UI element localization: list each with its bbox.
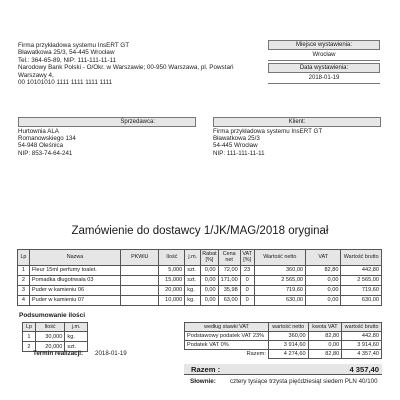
cell: Puder w kamieniu 07 (29, 296, 120, 306)
col-gross-value: wartość brutto (342, 323, 382, 332)
col-unit: j.m. (65, 323, 88, 332)
cell: kg. (185, 296, 201, 306)
cell: 20,000 (159, 286, 185, 296)
col-discount: Rabat [%] (201, 250, 218, 266)
seller-line: NIP: 853-74-64-241 (18, 149, 73, 157)
date-issued-label: Data wystawienia: (268, 63, 380, 73)
col-unit: j.m. (185, 250, 201, 266)
cell: 442,80 (341, 266, 382, 276)
cell: 2 565,00 (341, 276, 382, 286)
cell: 719,60 (341, 286, 382, 296)
table-row (23, 332, 88, 342)
cell: 15,000 (159, 276, 185, 286)
cell: 2 565,00 (254, 276, 305, 286)
cell: 0 (240, 276, 254, 286)
table-row (18, 276, 382, 286)
items-table (17, 249, 382, 306)
cell (121, 286, 159, 296)
col-net-price: Cena net (218, 250, 240, 266)
issuer-details (18, 42, 253, 86)
vat-header-row (185, 323, 382, 332)
col-vat-rate: VAT [%] (240, 250, 254, 266)
cell: szt. (65, 342, 88, 352)
cell: 0,00 (308, 341, 342, 350)
cell (121, 296, 159, 306)
col-vat: VAT (306, 250, 341, 266)
date-of-issue (268, 63, 380, 84)
col-gross-value: Wartość brutto (341, 250, 382, 266)
col-lp: Lp (23, 323, 36, 332)
seller-line: 54-948 Oleśnica (18, 142, 64, 150)
cell: 23 (240, 266, 254, 276)
cell: 360,00 (268, 332, 308, 341)
qty-summary-title: Podsumowanie ilości (19, 312, 86, 319)
client-line: Bławatkowa 25/3 (213, 135, 260, 143)
cell: 82,80 (308, 350, 342, 359)
place-of-issue (268, 40, 380, 61)
cell: 63,00 (218, 296, 240, 306)
cell: 82,80 (308, 332, 342, 341)
cell: 3 914,60 (342, 341, 382, 350)
col-lp: Lp (18, 250, 30, 266)
client-line: 54-445 Wrocław (213, 142, 258, 150)
col-pkwiu: PKWiU (121, 250, 159, 266)
cell: Pomadka długotrwała 03 (29, 276, 120, 286)
document-title: Zamówienie do dostawcy 1/JK/MAG/2018 oryginał (71, 225, 329, 237)
realization-date: 2018-01-19 (95, 350, 127, 357)
cell: 0,00 (306, 296, 341, 306)
vat-total-label: Razem: (246, 351, 266, 358)
cell: 442,80 (342, 332, 382, 341)
col-name: Nazwa (29, 250, 120, 266)
cell: 4 (18, 296, 30, 306)
cell: 0,00 (306, 276, 341, 286)
cell: 2 (23, 342, 36, 352)
vat-summary-table (184, 322, 382, 359)
cell: 3 914,60 (268, 341, 308, 350)
qty-summary-table (22, 322, 88, 352)
cell: Puder w kamieniu 06 (29, 286, 120, 296)
seller-line: Romanowskiego 134 (18, 135, 76, 143)
cell: 30,000 (35, 332, 65, 342)
col-qty: Ilość (159, 250, 185, 266)
cell: 82,80 (306, 266, 341, 276)
table-row (185, 341, 382, 350)
cell: 719,60 (254, 286, 305, 296)
cell: kg. (185, 286, 201, 296)
grand-total-value: 4 357,40 (349, 365, 379, 374)
place-value: Wrocław (268, 50, 380, 61)
cell: 0,00 (306, 286, 341, 296)
cell: 1 (18, 266, 30, 276)
cell: 360,00 (254, 266, 305, 276)
client-line: NIP: 111-111-11-11 (213, 149, 265, 157)
in-words-label: Słownie: (190, 378, 216, 385)
seller-label: Sprzedawca: (18, 117, 196, 127)
cell: 0,00 (201, 276, 218, 286)
client-line: Firma przykładowa systemu InsERT GT (213, 128, 323, 135)
table-row (18, 266, 382, 276)
cell: 0,00 (201, 296, 218, 306)
date-issued-value: 2018-01-19 (268, 73, 380, 84)
issuer-line: 00 10101010 1111 1111 1111 1111 (18, 79, 113, 87)
place-label: Miejsce wystawienia: (268, 40, 380, 50)
cell: 0 (240, 296, 254, 306)
cell: 0,00 (201, 286, 218, 296)
cell: szt. (185, 276, 201, 286)
grand-total-bar (184, 364, 382, 375)
realization-label: Termin realizacji: (33, 350, 84, 357)
cell: 0 (240, 286, 254, 296)
qty-header-row (23, 323, 88, 332)
cell: 4 274,60 (268, 350, 308, 359)
cell: 171,00 (218, 276, 240, 286)
cell: 3 (18, 286, 30, 296)
vat-total-row (185, 350, 382, 359)
client-block (213, 117, 381, 157)
col-net-value: Wartość netto (254, 250, 305, 266)
issuer-line: Warszawy 4, (18, 71, 54, 79)
cell: 20,000 (35, 342, 65, 352)
col-qty: Ilość (35, 323, 65, 332)
cell: kg. (65, 332, 88, 342)
cell: 630,00 (341, 296, 382, 306)
cell: 4 357,40 (342, 350, 382, 359)
client-label: Klient: (213, 117, 381, 127)
issuer-line: Firma przykładowa systemu InsERT GT (18, 42, 130, 49)
in-words-value: cztery tysiące trzysta pięćdziesiąt siedem PLN 40/100 (230, 378, 378, 385)
table-row (18, 286, 382, 296)
col-vat-amount: kwota VAT (308, 323, 342, 332)
items-header-row (18, 250, 382, 266)
table-row (18, 296, 382, 306)
cell: 1 (23, 332, 36, 342)
seller-line: Hurtownia ALA (18, 128, 59, 135)
grand-total-label: Razem : (191, 365, 221, 374)
col-net-value: wartość netto (268, 323, 308, 332)
cell: 630,00 (254, 296, 305, 306)
cell: Podatek VAT 0% (185, 341, 269, 350)
cell (121, 276, 159, 286)
cell: szt. (185, 266, 201, 276)
cell: 0,00 (201, 266, 218, 276)
issuer-line: Tel.: 364-65-89, NIP: 111-111-11-11 (18, 56, 117, 64)
cell: 35,98 (218, 286, 240, 296)
cell: 72,00 (218, 266, 240, 276)
table-row (185, 332, 382, 341)
cell: 5,000 (159, 266, 185, 276)
issuer-line: Narodowy Bank Polski - O/Okr. w Warszawie; 00-950 Warszawa, pl. Powstań (18, 64, 234, 72)
col-vat-rate: według stawki VAT (185, 323, 269, 332)
cell: Fleur 15ml perfumy toalet. (29, 266, 120, 276)
cell: 2 (18, 276, 30, 286)
seller-block (18, 117, 196, 157)
cell: Podstawowy podatek VAT 23% (185, 332, 269, 341)
cell: 10,000 (159, 296, 185, 306)
cell (121, 266, 159, 276)
issuer-line: Bławatkowa 25/3, 54-445 Wrocław (18, 49, 115, 57)
